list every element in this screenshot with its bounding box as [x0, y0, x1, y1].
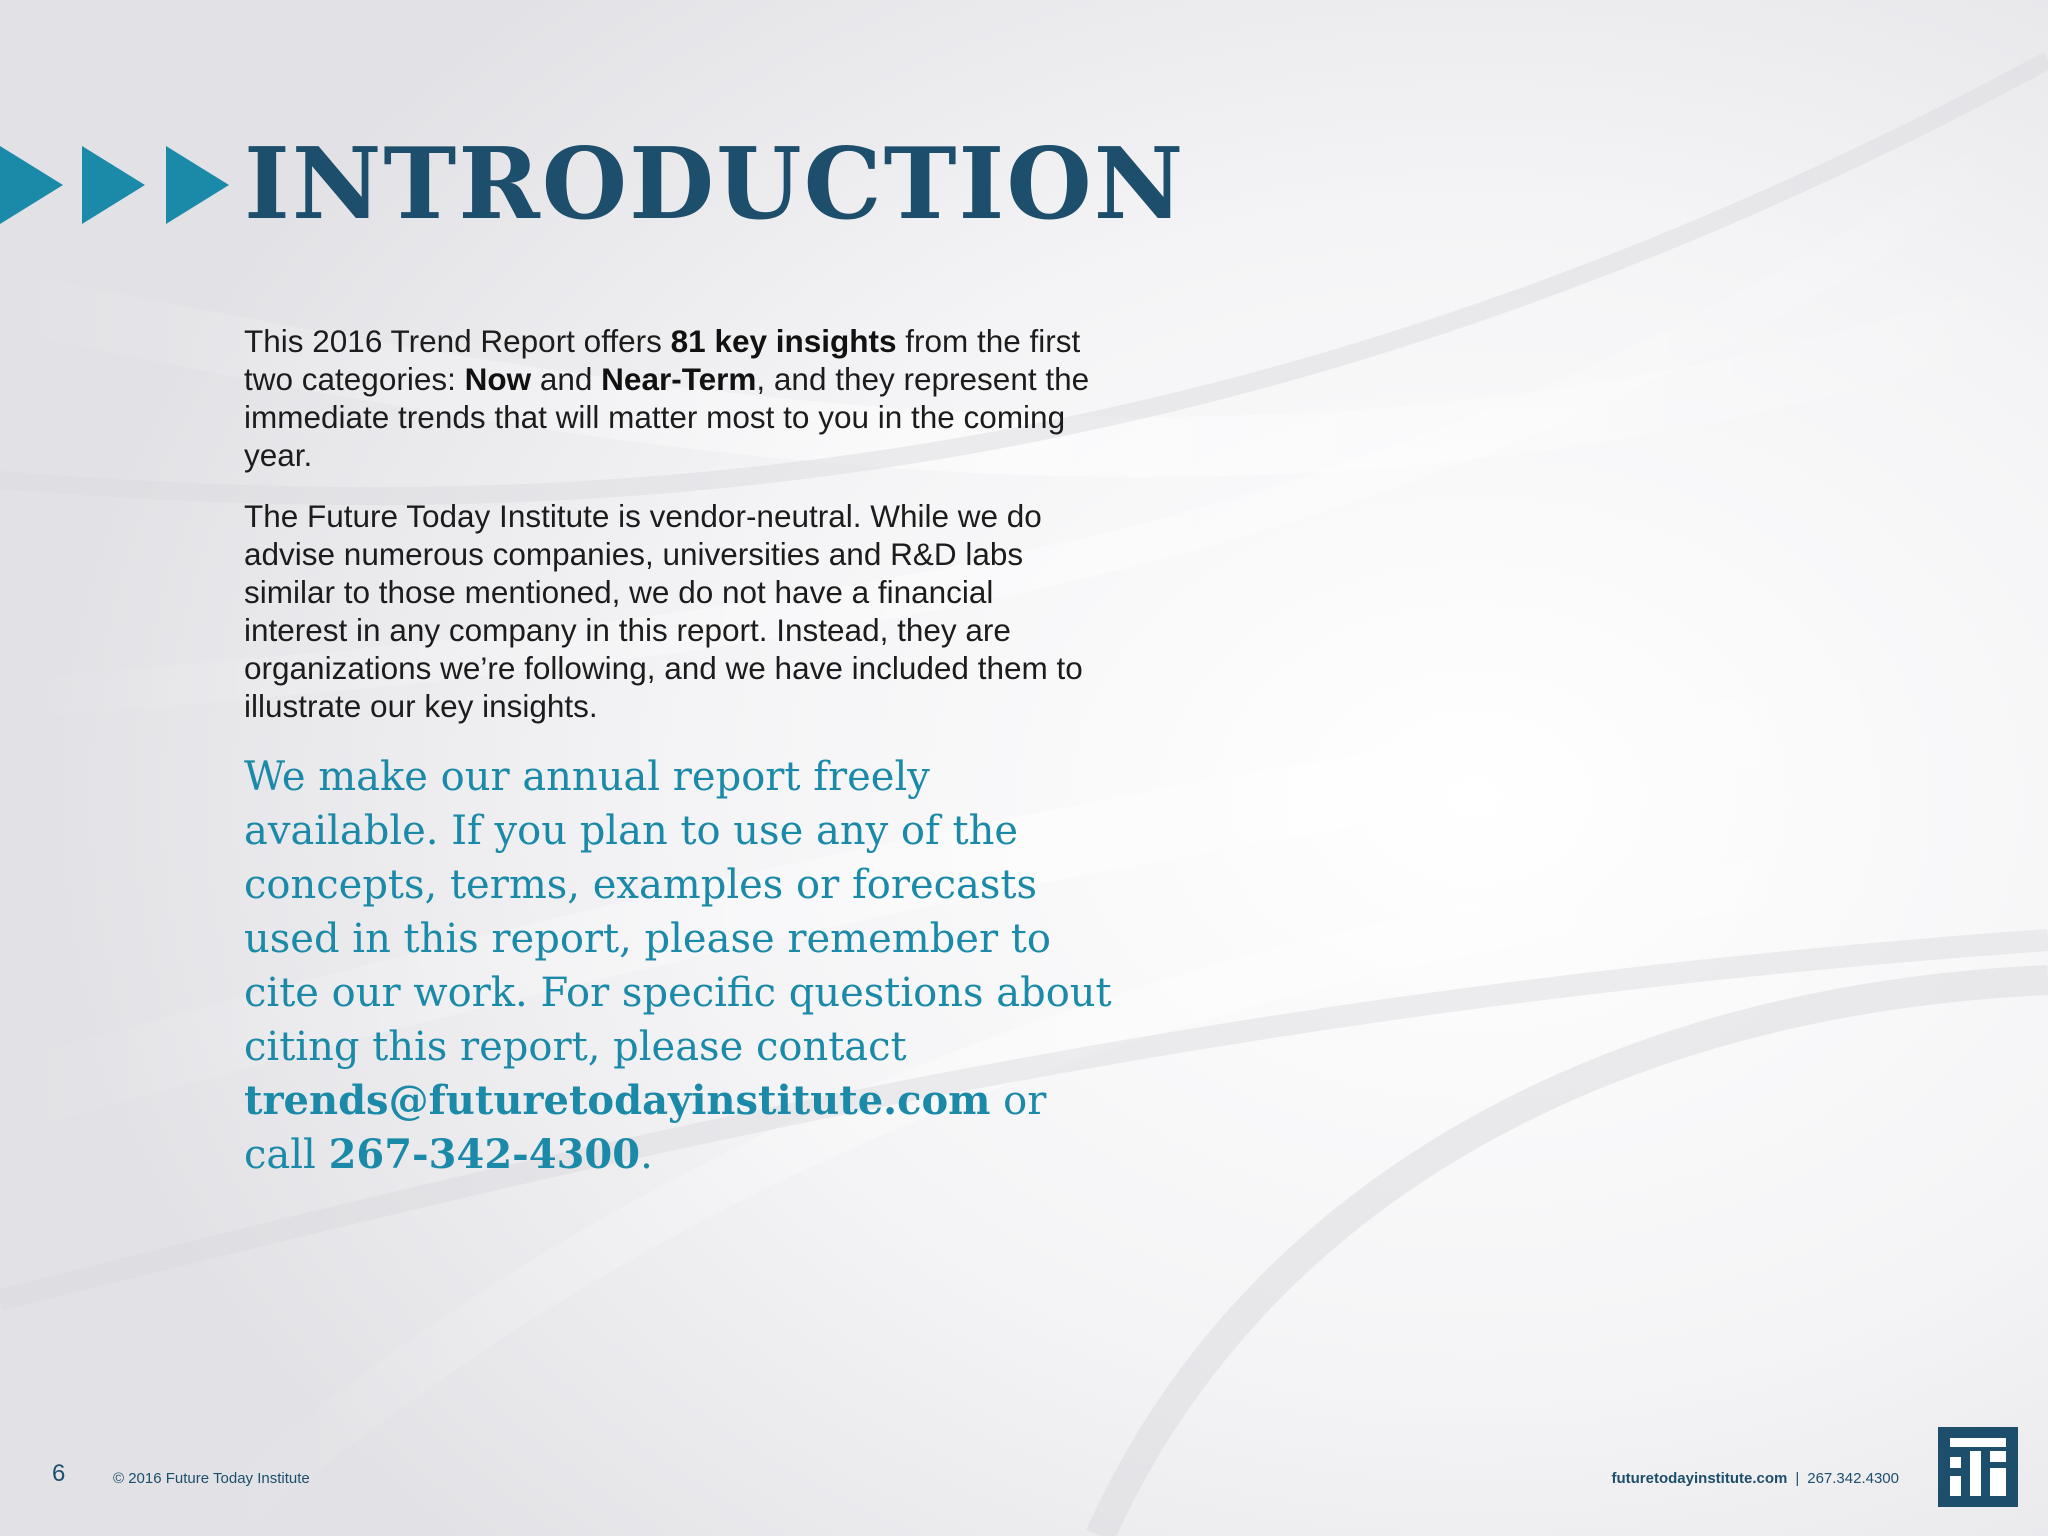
footer-website[interactable]: futuretodayinstitute.com — [1611, 1470, 1788, 1487]
intro-text-3: and — [531, 361, 602, 397]
intro-bold-near-term: Near-Term — [601, 361, 757, 397]
page-title: INTRODUCTION — [244, 127, 1186, 242]
footer-copyright: © 2016 Future Today Institute — [113, 1470, 310, 1487]
footer-contact — [1611, 1470, 1899, 1487]
footer-phone: 267.342.4300 — [1807, 1470, 1899, 1487]
contact-email[interactable]: trends@futuretodayinstitute.com — [244, 1077, 991, 1124]
chevron-1 — [0, 146, 63, 224]
callout-text-3: . — [640, 1132, 653, 1178]
intro-bold-insights: 81 key insights — [670, 323, 897, 359]
intro-paragraph-1 — [244, 322, 1104, 474]
footer-separator: | — [1795, 1470, 1800, 1487]
page-number: 6 — [52, 1460, 66, 1487]
chevron-2 — [82, 146, 145, 224]
contact-phone[interactable]: 267-342-4300 — [328, 1131, 641, 1178]
intro-bold-now: Now — [464, 361, 532, 397]
triple-chevron-icon — [0, 146, 240, 224]
intro-paragraph-2: The Future Today Institute is vendor-neutral. While we do advise numerous companies, universities and R&D labs similar to those mentioned, we do not have a financial interest in any company in this report. Instead, they are organizations we’re following, and we have included them to illustrate our key insights. — [244, 498, 1083, 724]
fti-logo-icon — [1938, 1427, 2018, 1507]
callout-text-2: or call — [244, 1078, 1047, 1178]
callout-text-1: We make our annual report freely available. If you plan to use any of the concepts, terms, examples or forecasts used in this report, please remember to cite our work. For specific questions about citing this report, please contact — [244, 754, 1112, 1070]
chevron-3 — [166, 146, 229, 224]
citation-callout — [244, 750, 1124, 1182]
intro-text-1: This 2016 Trend Report offers — [244, 323, 671, 359]
intro-text-2: from the first two categories: — [244, 323, 1081, 397]
intro-text-4: , and they represent the immediate trends that will matter most to you in the coming year. — [244, 361, 1090, 473]
